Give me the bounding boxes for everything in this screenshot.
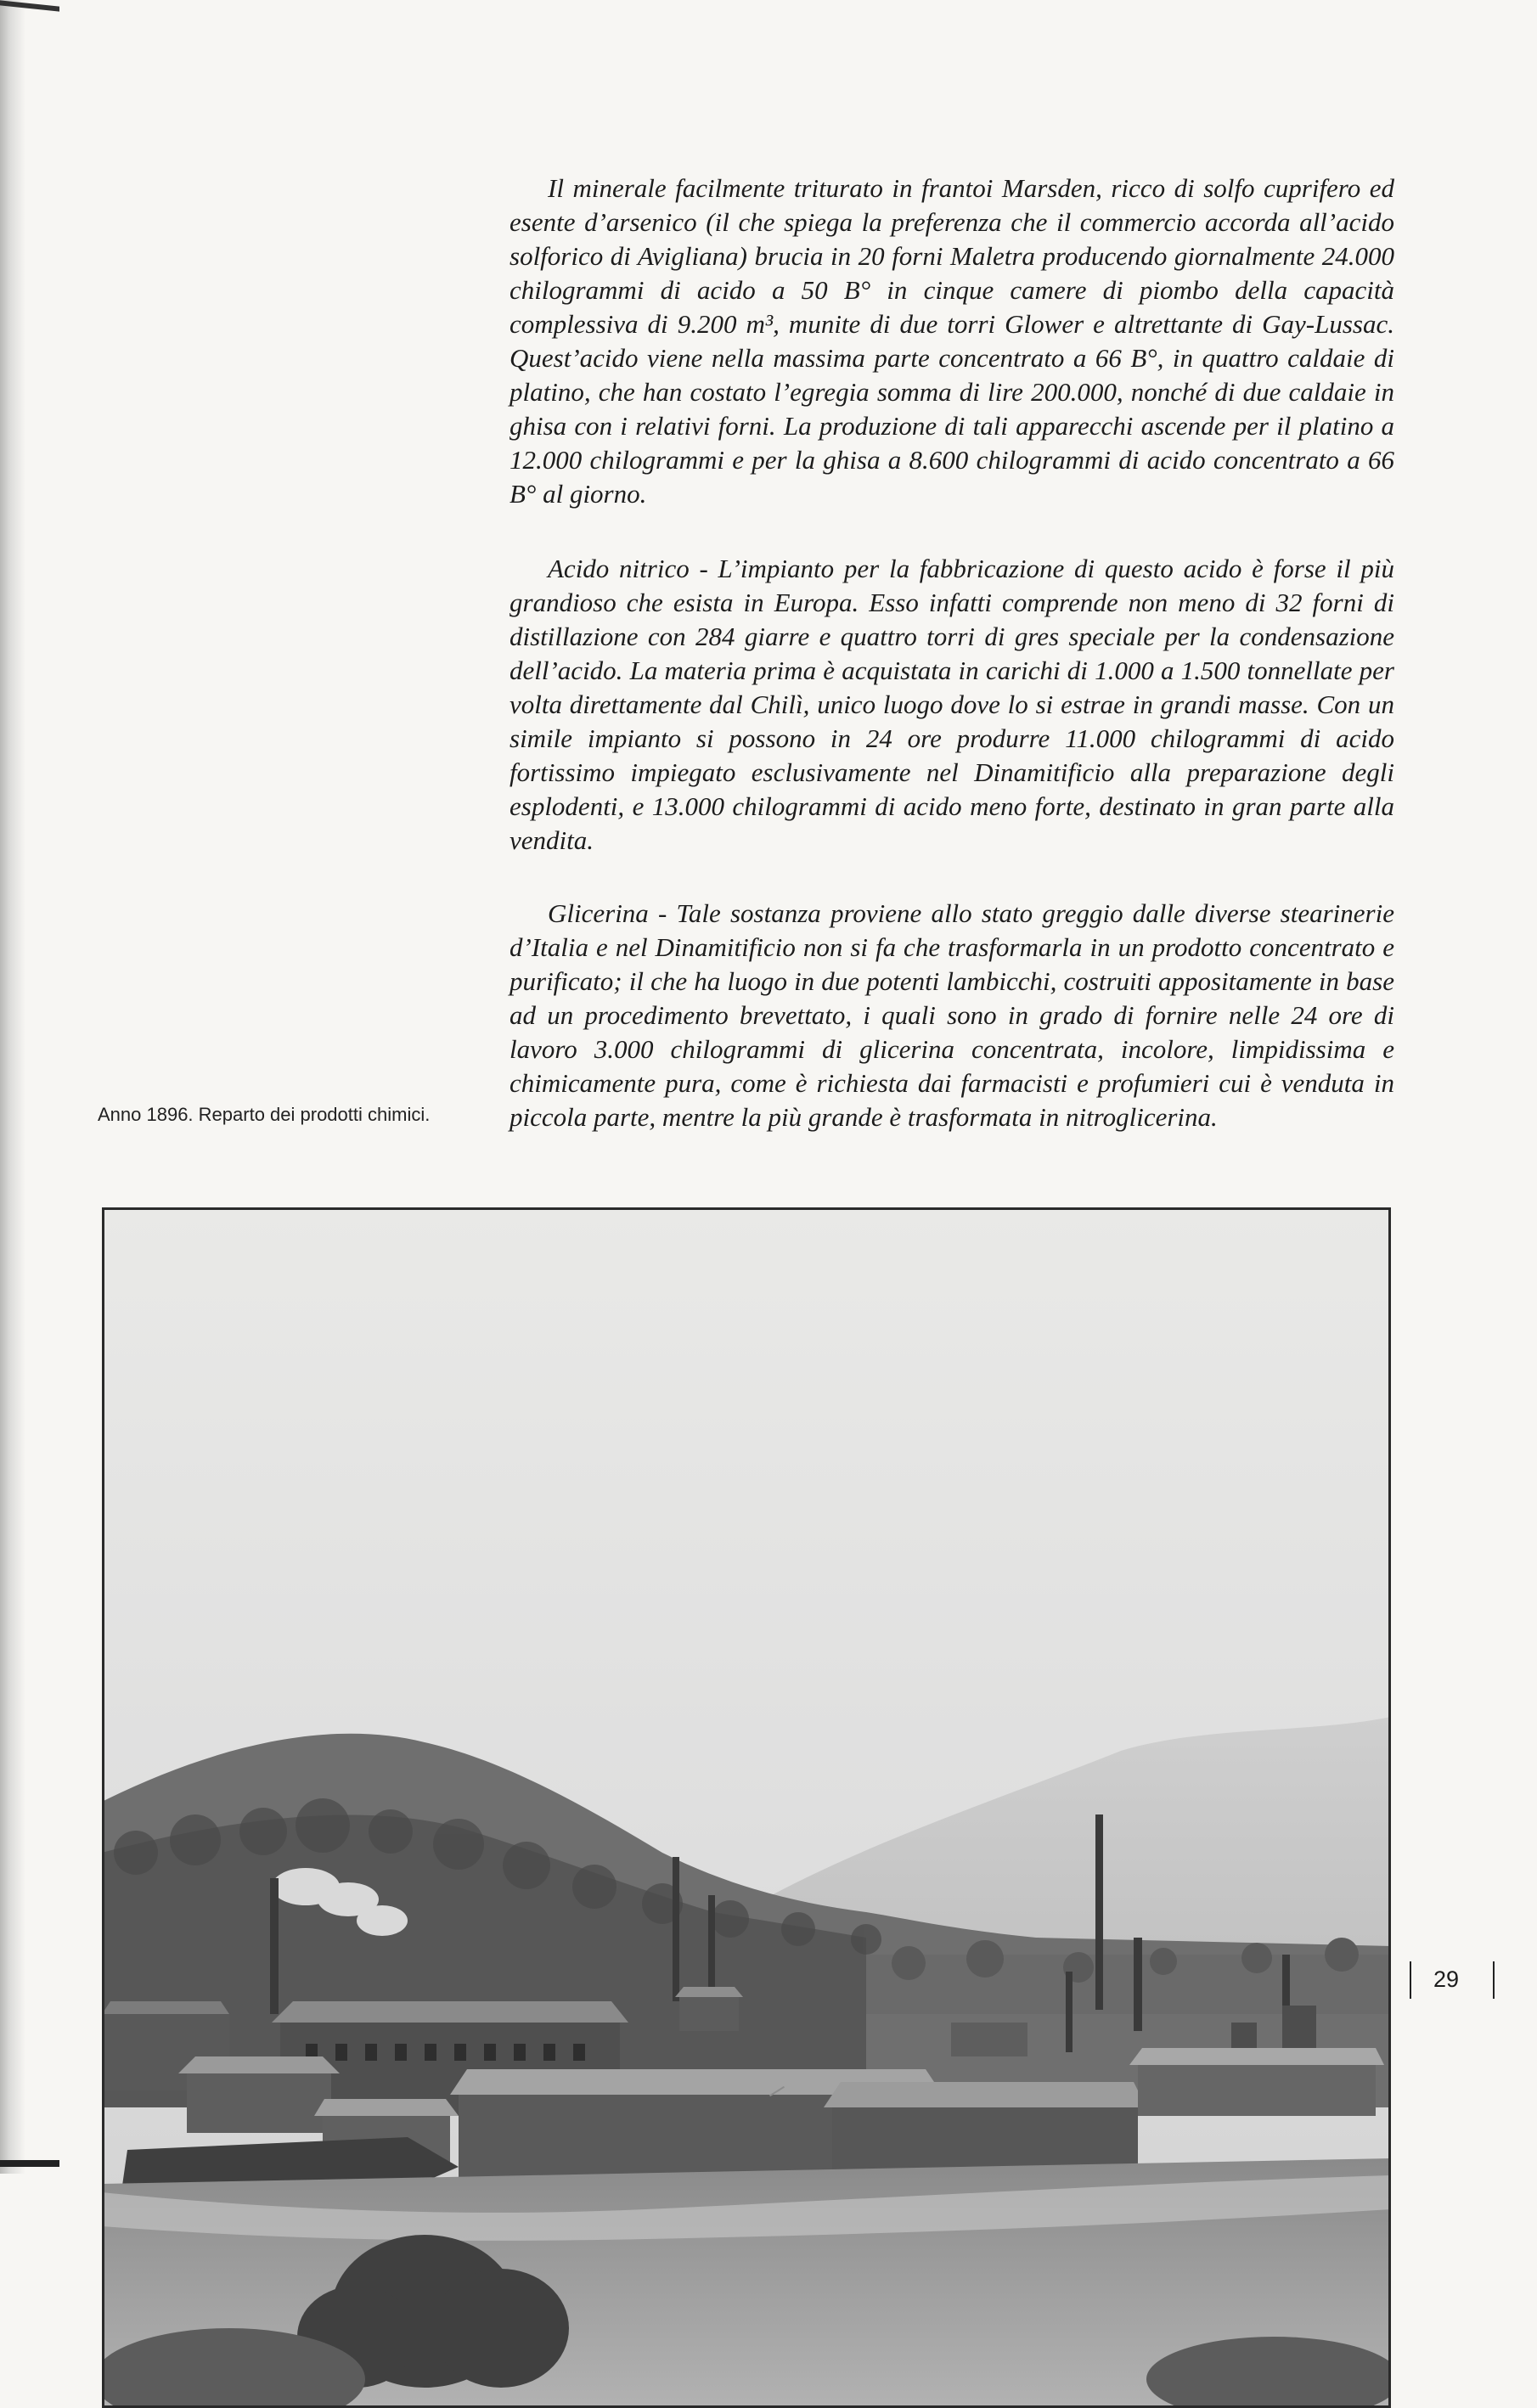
page-number-block <box>1410 1961 1503 2000</box>
page-number-left-rule <box>1410 1961 1411 1999</box>
binding-shadow <box>0 0 25 2174</box>
paragraph-sulfuric-acid: Il minerale facilmente triturato in frantoi Marsden, ricco di solfo cuprifero ed esente d’arsenico (il che spiega la preferenza che il commercio accorda all’acido solforico di Avigliana) brucia in 20 forni Maletra producendo giornalmente 24.000 chilogrammi di acido a 50 B° in cinque camere di piombo della capacità complessiva di 9.200 m³, munite di due torri Glower e altrettante di Gay-Lussac. Quest’acido viene nella massima parte concentrato a 66 B°, in quattro caldaie di platino, che han costato l’egregia somma di lire 200.000, nonché di due caldaie in ghisa con i relativi forni. La produzione di tali apparecchi ascende per il platino a 12.000 chilogrammi e per la ghisa a 8.600 chilogrammi di acido concentrato a 66 B° al giorno. <box>510 173 1394 509</box>
paragraph-nitric-acid: Acido nitrico - L’impianto per la fabbricazione di questo acido è forse il più grandioso che esista in Europa. Esso infatti comprende non meno di 32 forni di distillazione con 284 giarre e quattro torri di gres speciale per la condensazione dell’acido. La materia prima è acquistata in carichi di 1.000 a 1.500 tonnellate per volta direttamente dal Chilì, unico luogo dove lo si estrae in grandi masse. Con un simile impianto si possono in 24 ore produrre 11.000 chilogrammi di acido fortissimo impiegato esclusivamente nel Dinamitificio alla preparazione degli esplodenti, e 13.000 chilogrammi di acido meno forte, destinato in gran parte alla vendita. <box>510 554 1394 855</box>
binding-mark <box>0 2160 59 2167</box>
page-number: 29 <box>1433 1966 1460 1992</box>
paragraph-glycerin: Glicerina - Tale sostanza proviene allo stato greggio dalle diverse stearinerie d’Italia e nel Dinamitificio non si fa che trasformarla in un prodotto concentrato e purificato; il che ha luogo in due potenti lambicchi, costruiti appositamente in base ad un procedimento brevettato, i quali sono in grado di fornire nelle 24 ore di lavoro 3.000 chilogrammi di glicerina concentrata, incolore, limpidissima e chimicamente pura, come è richiesta dai farmacisti e profumieri cui è venduta in piccola parte, mentre la più grande è trasformata in nitroglicerina. <box>510 898 1394 1132</box>
page-number-right-rule <box>1493 1961 1495 1999</box>
photo-caption: Anno 1896. Reparto dei prodotti chimici. <box>98 1104 431 1125</box>
factory-photograph <box>102 1207 1391 2408</box>
